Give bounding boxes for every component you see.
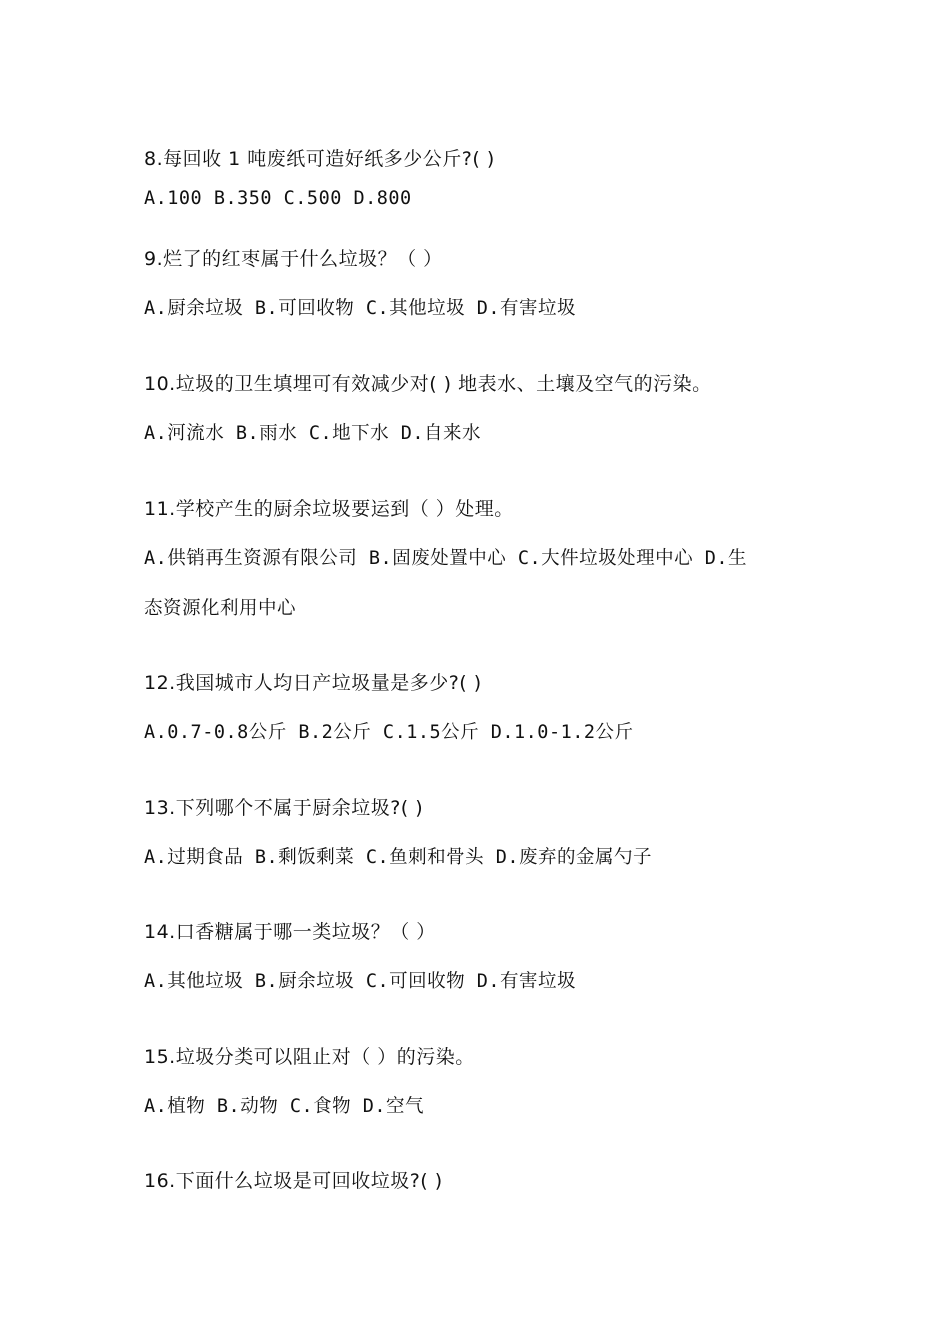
options-13: A.过期食品 B.剩饭剩菜 C.鱼刺和骨头 D.废弃的金属勺子	[144, 847, 653, 868]
options-11-line-1: A.供销再生资源有限公司 B.固废处置中心 C.大件垃圾处理中心 D.生	[144, 548, 748, 569]
question-12: 12.我国城市人均日产垃圾量是多少?( )	[144, 672, 482, 694]
question-16: 16.下面什么垃圾是可回收垃圾?( )	[144, 1170, 443, 1192]
question-13: 13.下列哪个不属于厨余垃圾?( )	[144, 797, 424, 819]
options-9: A.厨余垃圾 B.可回收物 C.其他垃圾 D.有害垃圾	[144, 298, 577, 319]
options-15: A.植物 B.动物 C.食物 D.空气	[144, 1096, 425, 1117]
options-11-line-2: 态资源化利用中心	[144, 598, 297, 619]
options-14: A.其他垃圾 B.厨余垃圾 C.可回收物 D.有害垃圾	[144, 971, 577, 992]
question-11: 11.学校产生的厨余垃圾要运到（ ）处理。	[144, 498, 514, 520]
question-8: 8.每回收 1 吨废纸可造好纸多少公斤?( )	[144, 148, 495, 170]
options-10: A.河流水 B.雨水 C.地下水 D.自来水	[144, 423, 482, 444]
question-14: 14.口香糖属于哪一类垃圾？（ ）	[144, 921, 436, 943]
question-9: 9.烂了的红枣属于什么垃圾？（ ）	[144, 248, 443, 270]
options-12: A.0.7-0.8公斤 B.2公斤 C.1.5公斤 D.1.0-1.2公斤	[144, 722, 634, 743]
question-10: 10.垃圾的卫生填埋可有效减少对( ) 地表水、土壤及空气的污染。	[144, 373, 712, 395]
question-15: 15.垃圾分类可以阻止对（ ）的污染。	[144, 1046, 475, 1068]
options-8: A.100 B.350 C.500 D.800	[144, 188, 412, 209]
